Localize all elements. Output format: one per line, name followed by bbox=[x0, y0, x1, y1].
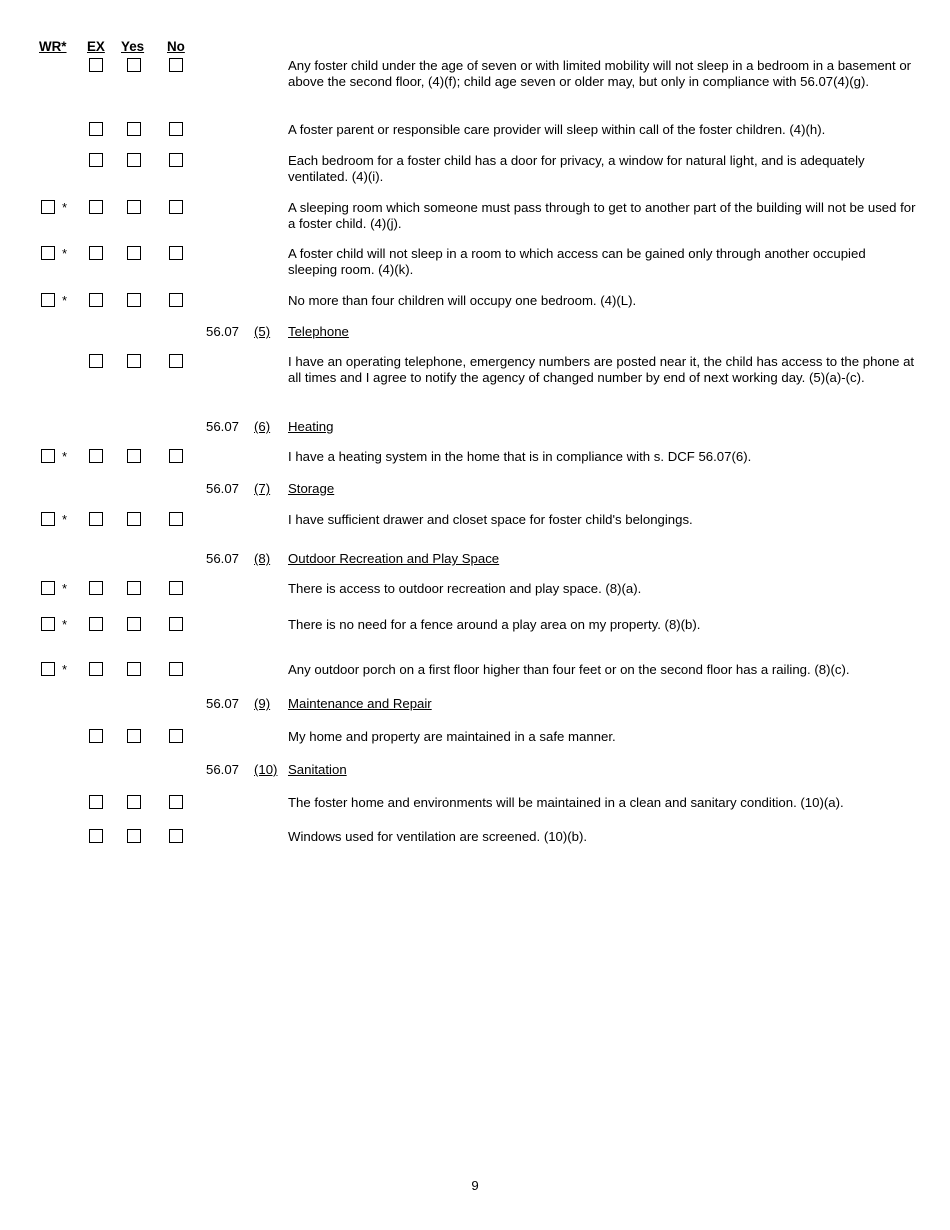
item-text: A foster child will not sleep in a room to which access can be gained only through another occupied sleeping room. (4)(k). bbox=[288, 246, 866, 278]
ex-checkbox[interactable] bbox=[89, 200, 103, 214]
no-checkbox[interactable] bbox=[169, 246, 183, 260]
yes-checkbox[interactable] bbox=[127, 153, 141, 167]
item-text: My home and property are maintained in a safe manner. bbox=[288, 729, 616, 744]
no-checkbox[interactable] bbox=[169, 662, 183, 676]
no-checkbox[interactable] bbox=[169, 153, 183, 167]
ex-checkbox[interactable] bbox=[89, 829, 103, 843]
section-number: 56.07 bbox=[206, 419, 240, 434]
section-subnumber: (5) bbox=[254, 324, 271, 339]
wr-checkbox[interactable] bbox=[41, 512, 55, 526]
page-number: 9 bbox=[471, 1178, 479, 1193]
item-text: I have sufficient drawer and closet space for foster child's belongings. bbox=[288, 512, 693, 527]
yes-checkbox[interactable] bbox=[127, 512, 141, 526]
yes-checkbox[interactable] bbox=[127, 354, 141, 368]
item-text: Any outdoor porch on a first floor higher than four feet or on the second floor has a railing. (8)(c). bbox=[288, 662, 850, 677]
item-text: Any foster child under the age of seven or with limited mobility will not sleep in a bedroom in a basement or above the second floor, (4)(f); child age seven or older may, but only in compliance with 56.07(4)(g). bbox=[288, 58, 912, 90]
wr-checkbox[interactable] bbox=[41, 293, 55, 307]
yes-checkbox[interactable] bbox=[127, 449, 141, 463]
yes-checkbox[interactable] bbox=[127, 829, 141, 843]
no-checkbox[interactable] bbox=[169, 829, 183, 843]
section-title: Heating bbox=[288, 419, 334, 434]
ex-checkbox[interactable] bbox=[89, 729, 103, 743]
ex-checkbox[interactable] bbox=[89, 617, 103, 631]
ex-checkbox[interactable] bbox=[89, 662, 103, 676]
wr-asterisk: * bbox=[62, 449, 68, 464]
ex-checkbox[interactable] bbox=[89, 449, 103, 463]
wr-checkbox[interactable] bbox=[41, 581, 55, 595]
item-text: There is no need for a fence around a play area on my property. (8)(b). bbox=[288, 617, 701, 632]
item-text: A foster parent or responsible care provider will sleep within call of the foster children. (4)(h). bbox=[288, 122, 826, 137]
section-number: 56.07 bbox=[206, 551, 240, 566]
item-text: The foster home and environments will be maintained in a clean and sanitary condition. (10)(a). bbox=[288, 795, 844, 810]
no-checkbox[interactable] bbox=[169, 449, 183, 463]
item-text: I have a heating system in the home that is in compliance with s. DCF 56.07(6). bbox=[288, 449, 752, 464]
item-text: Windows used for ventilation are screened. (10)(b). bbox=[288, 829, 588, 844]
section-title: Maintenance and Repair bbox=[288, 696, 432, 711]
ex-checkbox[interactable] bbox=[89, 293, 103, 307]
wr-asterisk: * bbox=[62, 200, 68, 215]
no-checkbox[interactable] bbox=[169, 581, 183, 595]
section-subnumber: (9) bbox=[254, 696, 271, 711]
no-checkbox[interactable] bbox=[169, 354, 183, 368]
wr-asterisk: * bbox=[62, 512, 68, 527]
no-checkbox[interactable] bbox=[169, 512, 183, 526]
no-checkbox[interactable] bbox=[169, 795, 183, 809]
header-ex: EX bbox=[87, 39, 105, 54]
section-title: Telephone bbox=[288, 324, 349, 339]
wr-asterisk: * bbox=[62, 581, 68, 596]
section-subnumber: (6) bbox=[254, 419, 271, 434]
yes-checkbox[interactable] bbox=[127, 662, 141, 676]
ex-checkbox[interactable] bbox=[89, 246, 103, 260]
yes-checkbox[interactable] bbox=[127, 729, 141, 743]
section-number: 56.07 bbox=[206, 324, 240, 339]
wr-checkbox[interactable] bbox=[41, 200, 55, 214]
header-yes: Yes bbox=[121, 39, 145, 54]
yes-checkbox[interactable] bbox=[127, 122, 141, 136]
wr-checkbox[interactable] bbox=[41, 246, 55, 260]
no-checkbox[interactable] bbox=[169, 617, 183, 631]
no-checkbox[interactable] bbox=[169, 200, 183, 214]
no-checkbox[interactable] bbox=[169, 58, 183, 72]
yes-checkbox[interactable] bbox=[127, 58, 141, 72]
ex-checkbox[interactable] bbox=[89, 581, 103, 595]
wr-asterisk: * bbox=[62, 246, 68, 261]
section-title: Sanitation bbox=[288, 762, 347, 777]
wr-asterisk: * bbox=[62, 662, 68, 677]
section-title: Storage bbox=[288, 481, 335, 496]
section-number: 56.07 bbox=[206, 762, 240, 777]
no-checkbox[interactable] bbox=[169, 122, 183, 136]
ex-checkbox[interactable] bbox=[89, 795, 103, 809]
item-text: There is access to outdoor recreation and play space. (8)(a). bbox=[288, 581, 642, 596]
no-checkbox[interactable] bbox=[169, 729, 183, 743]
header-no: No bbox=[167, 39, 185, 54]
yes-checkbox[interactable] bbox=[127, 795, 141, 809]
item-text: Each bedroom for a foster child has a door for privacy, a window for natural light, and is adequately ventilated. (4)(i). bbox=[288, 153, 865, 185]
ex-checkbox[interactable] bbox=[89, 512, 103, 526]
section-subnumber: (8) bbox=[254, 551, 271, 566]
ex-checkbox[interactable] bbox=[89, 122, 103, 136]
wr-checkbox[interactable] bbox=[41, 617, 55, 631]
item-text: No more than four children will occupy one bedroom. (4)(L). bbox=[288, 293, 637, 308]
section-title: Outdoor Recreation and Play Space bbox=[288, 551, 500, 566]
item-text: A sleeping room which someone must pass through to get to another part of the building will not be used for a foster child. (4)(j). bbox=[288, 200, 916, 232]
wr-checkbox[interactable] bbox=[41, 662, 55, 676]
item-text: I have an operating telephone, emergency numbers are posted near it, the child has access to the phone at all times and I agree to notify the agency of changed number by end of next working day. (5)(a)-(c). bbox=[288, 354, 915, 386]
wr-checkbox[interactable] bbox=[41, 449, 55, 463]
section-number: 56.07 bbox=[206, 696, 240, 711]
ex-checkbox[interactable] bbox=[89, 153, 103, 167]
section-number: 56.07 bbox=[206, 481, 240, 496]
yes-checkbox[interactable] bbox=[127, 293, 141, 307]
header-wr: WR* bbox=[39, 39, 67, 54]
ex-checkbox[interactable] bbox=[89, 354, 103, 368]
yes-checkbox[interactable] bbox=[127, 200, 141, 214]
no-checkbox[interactable] bbox=[169, 293, 183, 307]
ex-checkbox[interactable] bbox=[89, 58, 103, 72]
section-subnumber: (7) bbox=[254, 481, 271, 496]
section-subnumber: (10) bbox=[254, 762, 278, 777]
yes-checkbox[interactable] bbox=[127, 617, 141, 631]
wr-asterisk: * bbox=[62, 293, 68, 308]
wr-asterisk: * bbox=[62, 617, 68, 632]
yes-checkbox[interactable] bbox=[127, 581, 141, 595]
yes-checkbox[interactable] bbox=[127, 246, 141, 260]
